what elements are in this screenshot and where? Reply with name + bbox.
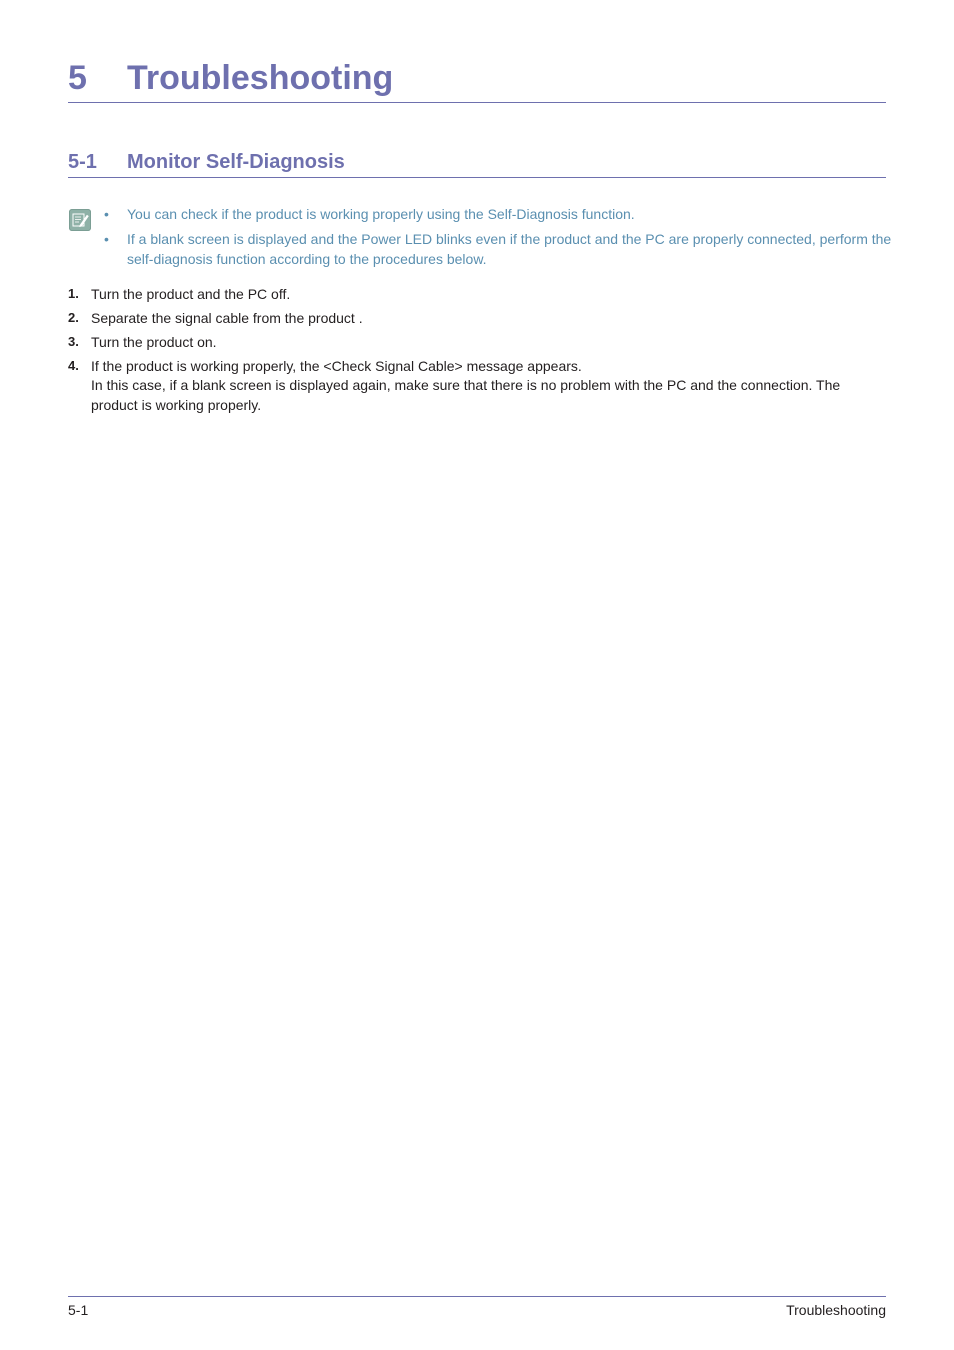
note-pencil-icon (69, 209, 91, 231)
section-title-text: Monitor Self-Diagnosis (127, 151, 345, 173)
chapter-title-text: Troubleshooting (127, 59, 394, 97)
procedure-steps (68, 284, 886, 419)
chapter-number: 5 (68, 59, 87, 97)
step-text: Turn the product on. (91, 334, 217, 350)
step-text: If the product is working properly, the <Check Signal Cable> message appears. (91, 358, 582, 374)
step-number: 4. (68, 358, 79, 373)
step-text: Turn the product and the PC off. (91, 286, 291, 302)
step-item (68, 308, 886, 328)
step-number: 1. (68, 286, 79, 301)
step-item (68, 332, 886, 352)
footer-page-number: 5-1 (68, 1302, 89, 1318)
note-item (104, 204, 894, 224)
step-item (68, 356, 886, 415)
section-number: 5-1 (68, 151, 97, 173)
bullet: • (104, 206, 109, 222)
note-item (104, 229, 894, 269)
note-list (104, 204, 894, 274)
step-item (68, 284, 886, 304)
step-number: 3. (68, 334, 79, 349)
section-title (68, 148, 886, 178)
footer-title: Troubleshooting (786, 1302, 886, 1318)
chapter-title (68, 56, 886, 103)
note-item-text: You can check if the product is working properly using the Self-Diagnosis function. (127, 206, 635, 222)
bullet: • (104, 231, 109, 247)
step-extra-text: In this case, if a blank screen is displayed again, make sure that there is no problem with the PC and the connection. The product is working properly. (91, 377, 841, 413)
note-item-text: If a blank screen is displayed and the Power LED blinks even if the product and the PC are properly connected, perform the self-diagnosis function according to the procedures below. (127, 231, 892, 267)
step-number: 2. (68, 310, 79, 325)
step-text: Separate the signal cable from the product . (91, 310, 363, 326)
page-footer (68, 1296, 886, 1318)
